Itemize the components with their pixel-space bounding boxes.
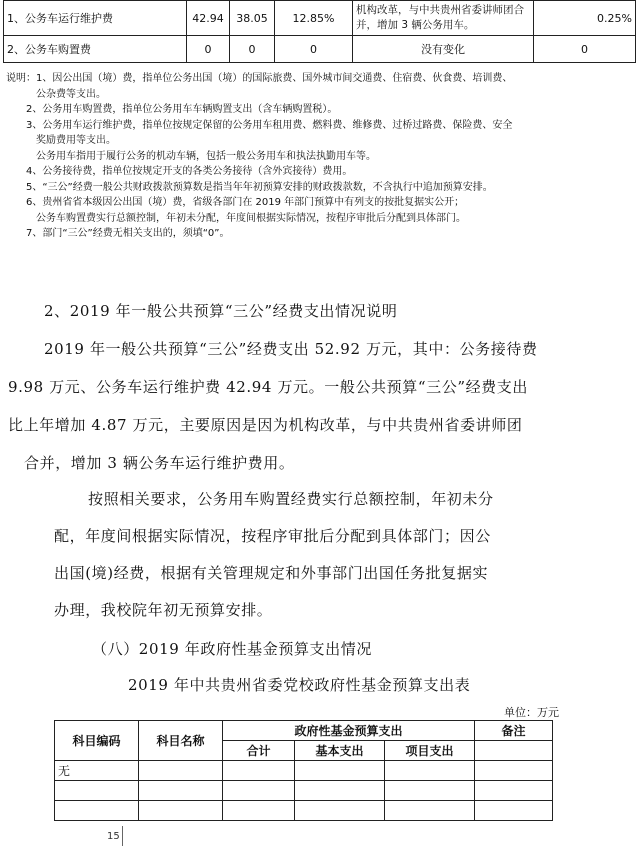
table-cell xyxy=(55,801,139,821)
paragraph-line: 合并，增加 3 辆公务车运行维护费用。 xyxy=(24,454,295,472)
header-row xyxy=(55,721,553,741)
note-line: 公杂费等支出。 xyxy=(6,88,106,100)
header-remark: 备注 xyxy=(475,721,553,741)
paragraph-line: 9.98 万元、公务车运行维护费 42.94 万元。一般公共预算“三公”经费支出 xyxy=(8,378,528,396)
page-divider xyxy=(122,826,123,846)
note-line: 公务车购置费实行总额控制，年初未分配，年度间根据实际情况，按程序审批后分配到具体部门。 xyxy=(6,212,466,224)
table-notes xyxy=(6,71,636,242)
header-basic: 基本支出 xyxy=(295,741,385,761)
unit-label: 单位：万元 xyxy=(504,706,559,719)
table-cell xyxy=(385,761,475,781)
table-cell xyxy=(295,761,385,781)
table-cell xyxy=(223,801,295,821)
page-number: 15 xyxy=(107,831,120,842)
note-line: 6、贵州省省本级因公出国（境）费，省级各部门在 2019 年部门预算中有列支的按批复据实公开； xyxy=(6,197,465,208)
note-line: 奖励费用等支出。 xyxy=(6,135,116,146)
note-line: 7、部门“三公”经费无相关支出的，须填“0”。 xyxy=(6,228,230,239)
header-code: 科目编码 xyxy=(55,721,139,761)
table-cell xyxy=(475,801,553,821)
table-cell: 0 xyxy=(275,36,353,63)
table-cell xyxy=(295,781,385,801)
table-cell: 0.25% xyxy=(534,1,636,36)
three-public-expense-table xyxy=(3,0,636,63)
header-group: 政府性基金预算支出 xyxy=(223,721,475,741)
table-cell: 无 xyxy=(55,761,139,781)
table-title: 2019 年中共贵州省委党校政府性基金预算支出表 xyxy=(128,676,471,694)
table-cell xyxy=(385,801,475,821)
table-cell: 42.94 xyxy=(187,1,230,36)
note-line: 说明：1、因公出国（境）费，指单位公务出国（境）的国际旅费、国外城市间交通费、住宿费、伙食费、培训费、 xyxy=(6,73,513,84)
paragraph-line: 比上年增加 4.87 万元，主要原因是因为机构改革，与中共贵州省委讲师团 xyxy=(8,416,523,434)
reason-cell: 没有变化 xyxy=(353,36,534,63)
row-label: 2、公务车购置费 xyxy=(4,36,187,63)
table-cell: 0 xyxy=(230,36,275,63)
government-fund-table xyxy=(54,720,553,821)
header-name: 科目名称 xyxy=(139,721,223,761)
table-row xyxy=(4,1,636,36)
paragraph-line: 出国(境)经费，根据有关管理规定和外事部门出国任务批复据实 xyxy=(54,564,489,582)
table-cell xyxy=(475,741,553,761)
note-line: 4、公务接待费，指单位按规定开支的各类公务接待（含外宾接待）费用。 xyxy=(6,166,353,177)
table-cell: 12.85% xyxy=(275,1,353,36)
table-cell xyxy=(475,781,553,801)
note-line: 公务用车指用于履行公务的机动车辆，包括一般公务用车和执法执勤用车等。 xyxy=(6,150,376,162)
table-cell xyxy=(223,761,295,781)
table-cell xyxy=(385,781,475,801)
paragraph-line: 按照相关要求，公务用车购置经费实行总额控制，年初未分 xyxy=(88,490,494,508)
table-row xyxy=(4,36,636,63)
note-line: 2、公务用车购置费，指单位公务用车车辆购置支出（含车辆购置税）。 xyxy=(6,104,338,115)
table-cell xyxy=(295,801,385,821)
note-line: 5、“三公”经费一般公共财政拨款预算数是指当年年初预算安排的财政拨款数，不含执行中追加预算安排。 xyxy=(6,181,493,193)
section-heading: （八）2019 年政府性基金预算支出情况 xyxy=(92,640,372,658)
table-cell: 0 xyxy=(534,36,636,63)
paragraph-line: 2019 年一般公共预算“三公”经费支出 52.92 万元，其中：公务接待费 xyxy=(44,340,538,358)
header-project: 项目支出 xyxy=(385,741,475,761)
row-label: 1、公务车运行维护费 xyxy=(4,1,187,36)
table-cell xyxy=(475,761,553,781)
table-row xyxy=(55,781,553,801)
table-cell xyxy=(139,801,223,821)
note-line: 3、公务用车运行维护费，指单位按规定保留的公务用车租用费、燃料费、维修费、过桥过路费、保险费、安全 xyxy=(6,119,513,131)
table-row xyxy=(55,761,553,781)
table-cell: 0 xyxy=(187,36,230,63)
paragraph-line: 办理，我校院年初无预算安排。 xyxy=(54,601,273,619)
table-cell xyxy=(139,781,223,801)
reason-cell: 机构改革，与中共贵州省委讲师团合并，增加 3 辆公务用车。 xyxy=(353,1,534,36)
paragraph-line: 配，年度间根据实际情况，按程序审批后分配到具体部门；因公 xyxy=(54,527,491,545)
header-total: 合计 xyxy=(223,741,295,761)
table-cell xyxy=(55,781,139,801)
table-cell xyxy=(223,781,295,801)
table-row xyxy=(55,801,553,821)
section-heading: 2、2019 年一般公共预算“三公”经费支出情况说明 xyxy=(44,302,398,320)
table-cell: 38.05 xyxy=(230,1,275,36)
table-cell xyxy=(139,761,223,781)
